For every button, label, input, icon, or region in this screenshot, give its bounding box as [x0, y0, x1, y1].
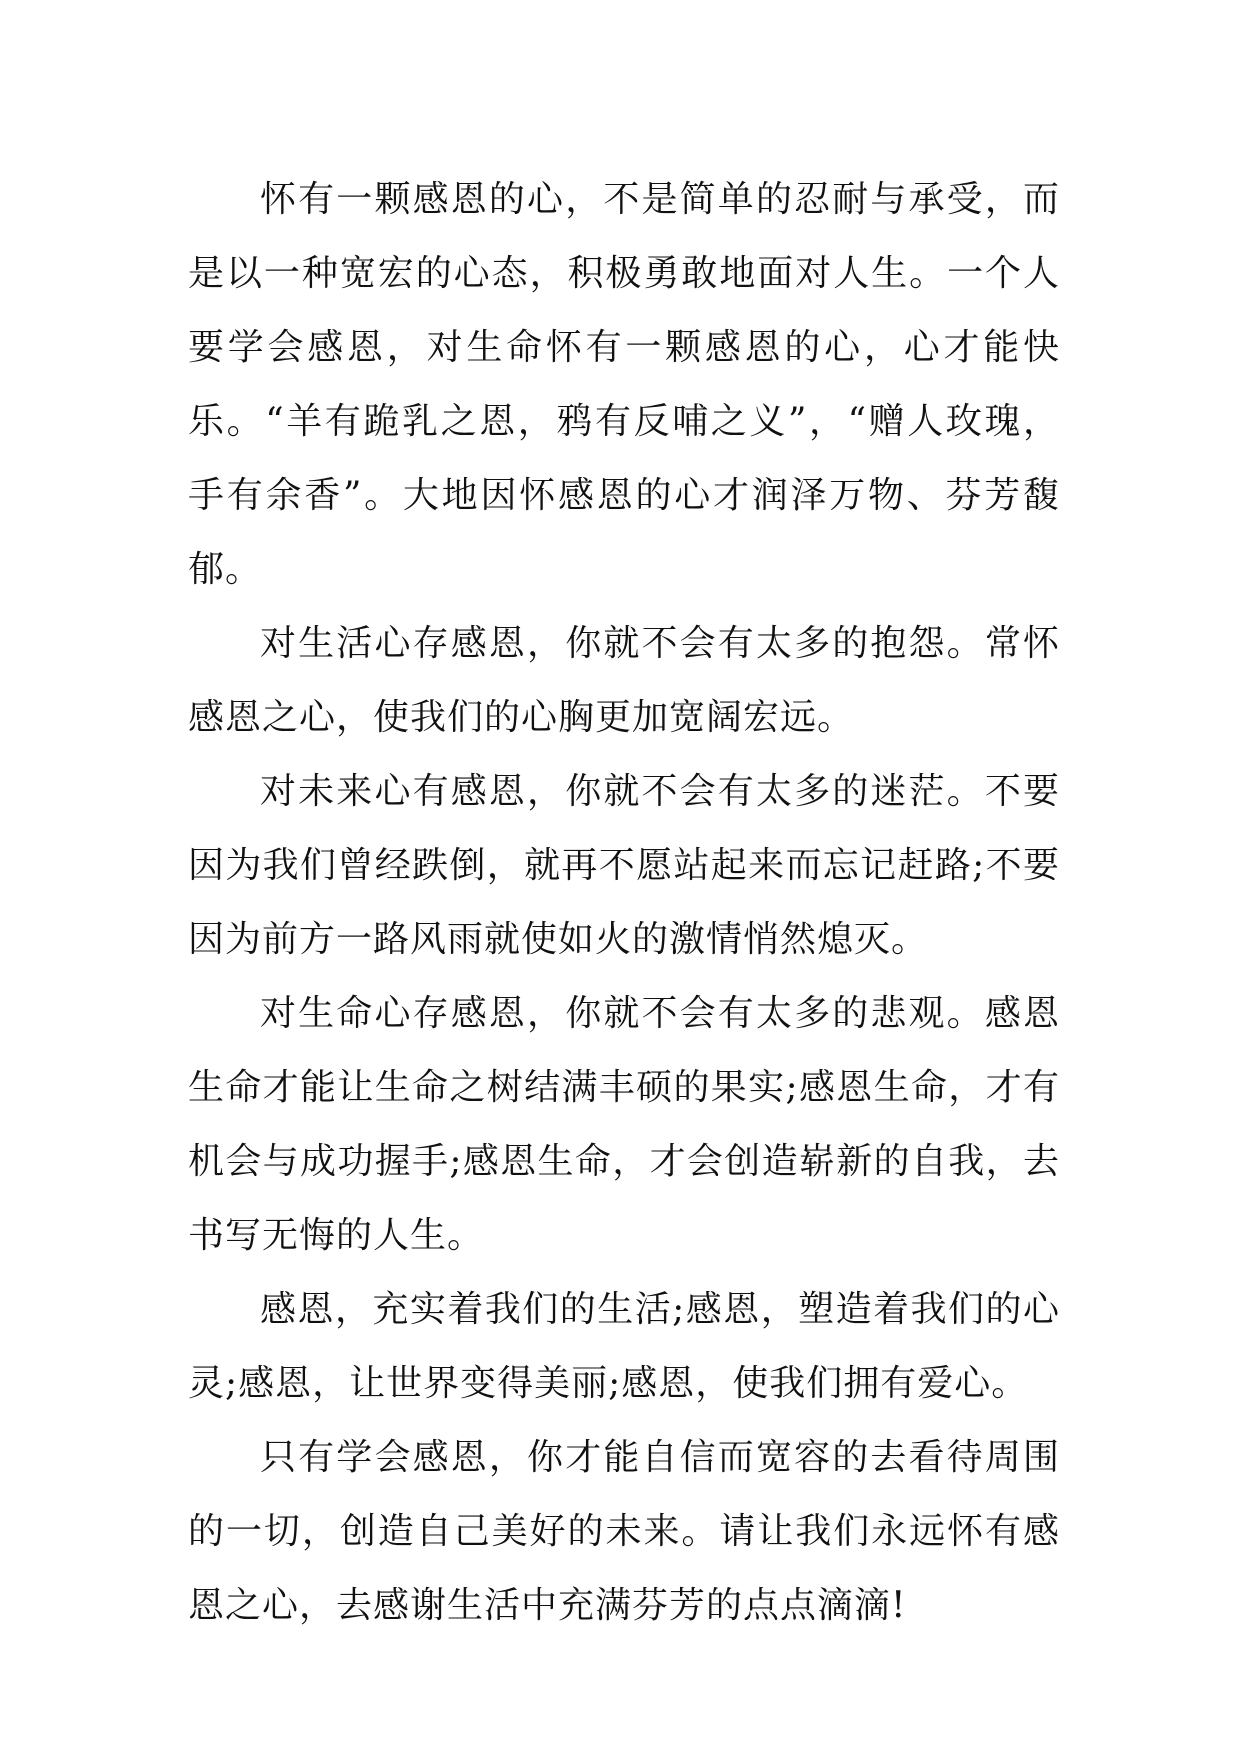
paragraph-2: 对生活心存感恩，你就不会有太多的抱怨。常怀感恩之心，使我们的心胸更加宽阔宏远。	[188, 623, 1060, 738]
paragraph-3: 对未来心有感恩，你就不会有太多的迷茫。不要因为我们曾经跌倒，就再不愿站起来而忘记赶路;不要因为前方一路风雨就使如火的激情悄然熄灭。	[188, 771, 1060, 960]
paragraph-6: 只有学会感恩，你才能自信而宽容的去看待周围的一切，创造自己美好的未来。请让我们永远怀有感恩之心，去感谢生活中充满芬芳的点点滴滴!	[188, 1437, 1060, 1626]
paragraph-5: 感恩，充实着我们的生活;感恩，塑造着我们的心灵;感恩，让世界变得美丽;感恩，使我们拥有爱心。	[188, 1289, 1060, 1404]
paragraph-1: 怀有一颗感恩的心，不是简单的忍耐与承受，而是以一种宽宏的心态，积极勇敢地面对人生。一个人要学会感恩，对生命怀有一颗感恩的心，心才能快乐。“羊有跪乳之恩，鸦有反哺之义”，“赠人玫瑰，手有余香”。大地因怀感恩的心才润泽万物、芬芳馥郁。	[188, 179, 1060, 590]
essay-body	[188, 163, 1060, 1643]
paragraph-4: 对生命心存感恩，你就不会有太多的悲观。感恩生命才能让生命之树结满丰硕的果实;感恩生命，才有机会与成功握手;感恩生命，才会创造崭新的自我，去书写无悔的人生。	[188, 993, 1060, 1256]
